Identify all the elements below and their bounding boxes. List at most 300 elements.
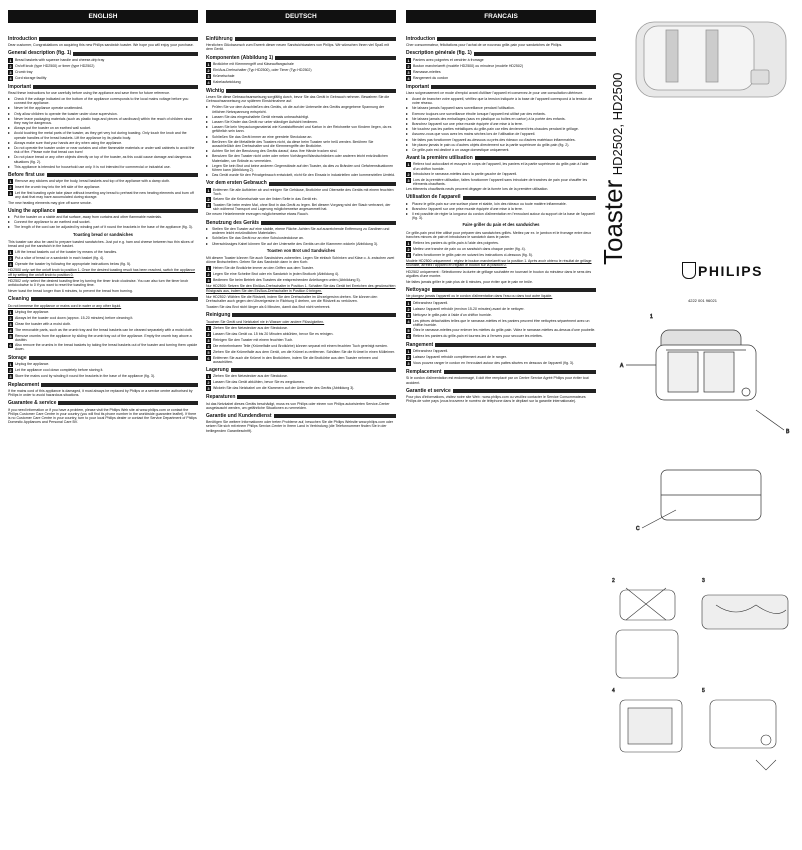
section-title: Komponenten (Abbildung 1): [206, 54, 274, 61]
paragraph: Lesen Sie diese Gebrauchsanweisung sorgfältig durch, bevor Sie das Gerät in Gebrauch nehmen. Bewahren Sie die Gebrauchsanweisung zur späteren Einsichtnahme auf.: [206, 95, 390, 104]
bullet-text: Ce grille-pain est destiné à un usage domestique uniquement.: [412, 148, 510, 153]
step-text: Ziehen Sie den Netzstecker aus der Steckdose.: [213, 325, 288, 330]
bullet-item: [406, 112, 596, 116]
numbered-step: [8, 76, 198, 81]
step-number: 1: [9, 57, 12, 63]
figure-label-b: B: [786, 429, 790, 435]
section-bar: [475, 156, 596, 160]
step-text: Retirez tout autocollant et essuyez le corps de l'appareil, les paniers et la partie supérieure du grille-pain à l'aide d'un chiffon humide.: [413, 162, 589, 171]
bullet-text: Avant de brancher votre appareil, vérifiez que la tension indiquée à la base de l'appareil correspond à la tension de votre réseau.: [412, 97, 593, 106]
section-header: [406, 156, 596, 160]
bullet-icon: ▸: [8, 145, 11, 151]
step-text: Laissez l'appareil refroidir (environ 15-20 minutes) avant de le nettoyer.: [413, 306, 525, 311]
step-number: 2: [9, 63, 12, 69]
section-bar: [435, 343, 596, 347]
step-text: Retirez les paniers du grille-pain à l'aide des poignées.: [413, 241, 499, 246]
bullet-icon: ▸: [406, 105, 409, 111]
bullet-icon: ▸: [206, 124, 209, 130]
paragraph: This toaster can also be used to prepare toasted sandwiches. Just put e.g. ham and cheese between two thin slices of bread and put the sandwich in the basket.: [8, 239, 194, 249]
bullet-text: Schließen Sie das Gerät nur an eine Schukosteckdose an.: [212, 236, 304, 241]
bullet-item: [406, 122, 596, 126]
bullet-item: [8, 97, 198, 105]
step-text: Nettoyez le grille-pain à l'aide d'un chiffon humide.: [413, 312, 492, 317]
numbered-step: [206, 62, 396, 67]
bullet-icon: ▸: [206, 104, 209, 110]
step-text: Reinigen Sie den Toaster mit einem feuchten Tuch.: [213, 337, 294, 342]
bullet-text: Ne placez jamais le pain ou d'autres objets directement sur la partie supérieure du grille-pain (fig. 2).: [412, 142, 570, 147]
section-title: Nettoyage: [406, 287, 431, 294]
bullet-icon: ▸: [8, 105, 11, 111]
section-title: Important: [8, 83, 32, 90]
step-text: Débranchez l'appareil.: [413, 300, 449, 305]
step-number: 3: [207, 73, 210, 79]
language-header: FRANCAIS: [406, 10, 596, 23]
bullet-item: [406, 117, 596, 121]
brand-logo: PHILIPS: [698, 263, 763, 279]
step-number: 1: [407, 241, 410, 247]
paragraph: Cher consommateur, félicitations pour l'achat de ce nouveau grille-pain pour sandwiches de Philips.: [406, 43, 563, 48]
bullet-item: [206, 173, 396, 177]
bullet-text: Prüfen Sie vor dem Anschließen des Geräts, ob die auf der Unterseite des Geräts angegebene Spannung der örtlichen Netzspannung entspricht.: [212, 105, 385, 114]
toaster-illustration-top: [636, 22, 786, 97]
bullet-item: [406, 143, 596, 147]
numbered-step: [8, 256, 198, 261]
bullet-text: Do not place bread or any other objects directly on top of the toaster, as this could cause damage and dangerous situations (fig. 2).: [14, 155, 192, 164]
step-number: 2: [207, 272, 210, 278]
bullet-text: Il est possible de régler la longueur du cordon d'alimentation en l'enroulant autour du support de la base de l'appareil (fig. 3).: [412, 212, 595, 221]
step-text: Retirez les paniers du grille-pain et tournez-les à l'envers pour secouer les miettes.: [413, 333, 543, 338]
paragraph: If you need information or if you have a problem, please visit the Philips Web site at www.philips.com or contact the Philips Customer Care Centre in your country (you will find its phone number in the worldwide guarantee leaflet). If there is no Customer Care Centre in your country, turn to your local Philips dealer or contact the Service Department of Philips Domestic Appliances and Personal Care BV.: [8, 407, 197, 425]
bullet-text: Stellen Sie den Toaster auf eine stabile, ebene Fläche. Achten Sie auf ausreichende Entfernung zu Gardinen und anderen leicht entzündlichen Materialien.: [212, 226, 390, 236]
section-bar: [41, 383, 198, 387]
paragraph: Pour plus d'informations, visitez notre site Web : www.philips.com ou veuillez contacter le Service Consommateurs Philips de votre pays (vous trouverez le numéro de téléphone dans le dépliant sur la garantie internationale).: [406, 394, 586, 404]
step-number: 4: [207, 79, 210, 85]
bullet-text: Das Gerät wurde für den Privatgebrauch entwickelt, nicht für den Einsatz in industriellen oder kommerziellen Umfeld.: [212, 173, 396, 178]
step-number: 2: [407, 306, 410, 312]
numbered-step: [406, 241, 596, 246]
bullet-icon: ▸: [206, 153, 209, 159]
numbered-step: [406, 361, 596, 366]
step-number: 2: [207, 197, 210, 203]
paragraph: Mit diesem Toaster können Sie auch Sandwiches zubereiten. Legen Sie einfach Schinken und Käse o. ä. zwischen zwei dünne Brotscheiben. Geben Sie das Sandwich dann in den Korb.: [206, 255, 395, 265]
bullet-item: [206, 125, 396, 133]
section-bar: [274, 414, 396, 418]
numbered-step: [406, 301, 596, 306]
step-number: 1: [207, 266, 210, 272]
step-number: 3: [9, 262, 12, 268]
step-text: Clean the toaster with a moist cloth.: [15, 321, 72, 326]
bullet-text: Benutzen Sie den Toaster nicht unter oder neben Vorhängen/Wandschränken oder anderen leicht entzündlichen Materialien, um Brände zu vermeiden.: [212, 154, 388, 163]
numbered-step: [406, 253, 596, 258]
numbered-step: [8, 334, 198, 342]
step-text: Ôtez le ramasse-miettes pour enlever les miettes du grille-pain. Videz le ramasse-miettes au-dessus d'une poubelle.: [413, 327, 596, 332]
bullet-text: Lassen Sie das eingeschaltete Gerät niemals unbeaufsichtigt.: [212, 114, 310, 119]
section-bar: [261, 221, 396, 225]
numbered-step: [8, 262, 198, 267]
section-header: [406, 370, 596, 374]
bullet-icon: ▸: [206, 172, 209, 178]
section-bar: [431, 85, 596, 89]
note: Ne plongez jamais l'appareil ou le cordon d'alimentation dans l'eau ou dans tout autre liquide.: [406, 294, 553, 299]
step-text: Mettez une tranche de pain ou un sandwich dans chaque panier (fig. 4).: [413, 247, 526, 252]
step-text: Crumb tray: [15, 69, 33, 74]
section-title: Introduction: [406, 36, 436, 42]
numbered-step: [206, 68, 396, 73]
numbered-step: [406, 319, 596, 327]
bullet-item: [406, 127, 596, 131]
step-number: 1: [207, 374, 210, 380]
numbered-step: [206, 197, 396, 202]
bullet-item: [206, 105, 396, 113]
step-text: Introduisez le ramasse-miettes dans la partie gauche de l'appareil.: [413, 171, 518, 176]
numbered-step: [406, 334, 596, 339]
step-number: 5: [407, 327, 410, 333]
step-text: Brotkörbe mit Klemmengriff und Käseauffangschale: [213, 61, 294, 66]
step-number: 3: [407, 361, 410, 367]
bullet-icon: ▸: [406, 211, 409, 217]
bullet-icon: ▸: [406, 136, 409, 142]
numbered-step: [8, 316, 198, 321]
language-header: DEUTSCH: [206, 10, 396, 23]
step-text: Die entnehmbaren Teile (Krümelfalle und Brotkörbe) können separat mit einem feuchten Tuch gereinigt werden.: [213, 343, 389, 348]
step-number: 6: [9, 343, 12, 349]
step-number: 5: [9, 333, 12, 339]
paragraph: The new heating elements may give off some smoke.: [8, 200, 92, 205]
numbered-step: [206, 380, 396, 385]
section-title: Einführung: [206, 36, 233, 42]
bullet-item: [406, 106, 596, 110]
paragraph: Ist das Netzkabel dieses Geräts beschädigt, muss es von Philips oder einem von Philips autorisierten Service-Center ausgetauscht werden, um gefährliche Situationen zu vermeiden.: [206, 401, 390, 410]
step-number: 1: [207, 325, 210, 331]
step-text: Cord storage facility: [15, 75, 47, 80]
step-text: Store the mains cord by winding it round the brackets in the base of the appliance (fig. 3).: [15, 373, 155, 378]
step-text: Put a slice of bread or a sandwich in each basket (fig. 4).: [15, 256, 105, 261]
product-models: HD2502, HD2500: [610, 72, 625, 176]
numbered-step: [406, 247, 596, 252]
step-number: 2: [207, 380, 210, 386]
section-header: [206, 395, 396, 399]
bullet-text: Assurez-vous que vous avez les mains sèches lors de l'utilisation de l'appareil.: [412, 132, 536, 137]
bullet-text: Lassen Sie Kinder das Gerät nur unter ständiger Aufsicht bedienen.: [212, 120, 319, 125]
step-text: On/off knob (type HD2500) or timer (type HD2502): [15, 63, 95, 68]
subheading: Toasten von Brot und Sandwiches: [266, 247, 336, 253]
numbered-step: [406, 349, 596, 354]
section-title: Garantie und Kundendienst: [206, 412, 272, 419]
section-header: [206, 414, 396, 418]
bullet-item: [206, 115, 396, 119]
section-bar: [444, 370, 596, 374]
step-number: 4: [9, 327, 12, 333]
section-title: Rangement: [406, 341, 434, 348]
bullet-icon: ▸: [8, 154, 11, 160]
figure-4: [612, 688, 682, 752]
figure-1-toaster: [620, 314, 790, 532]
paragraph: Read these instructions for use carefully before using the appliance and save them for future reference.: [8, 90, 171, 95]
numbered-step: [206, 356, 396, 364]
bullet-text: The length of the cord can be adjusted by winding part of it round the brackets in the base of the appliance (fig. 3).: [14, 225, 193, 230]
paragraph: Die neuen Heizelemente erzeugen möglicherweise etwas Rauch.: [206, 212, 309, 217]
bullet-item: [206, 227, 396, 235]
section-header: [8, 401, 198, 405]
step-number: 3: [207, 278, 210, 284]
bullet-text: Put the toaster on a stable and flat surface, away from curtains and other flammable materials.: [14, 215, 163, 220]
step-number: 2: [9, 367, 12, 373]
bullet-text: This appliance is intended for household use only. It is not intended for commercial or industrial use.: [14, 164, 171, 169]
section-title: Storage: [8, 354, 27, 361]
paragraph: Nur HD2502: Wählen Sie die Röstzeit, indem Sie den Drehschalter im Uhrzeigersinn drehen. Sie können den Drehschalter auch gegen den Uhrzeigersinn in Richtung 0 drehen, um die Röstzeit zu verkürzen.: [206, 294, 378, 303]
bullet-icon: ▸: [206, 133, 209, 139]
section-header: [206, 221, 396, 225]
paragraph: Never toast the bread longer than 6 minutes, to prevent the bread from burning.: [8, 289, 133, 294]
bullet-item: [206, 154, 396, 162]
section-bar: [231, 368, 396, 372]
step-text: The removable parts, such as the crumb tray and the bread baskets can be cleaned separately with a moist cloth.: [15, 327, 194, 332]
bullet-item: [206, 120, 396, 124]
numbered-step: [206, 386, 396, 391]
svg-text:4: 4: [612, 688, 615, 694]
step-number: 2: [407, 171, 410, 177]
numbered-step: [206, 188, 396, 196]
bullet-text: Placez le grille-pain sur une surface plane et stable, loin des rideaux ou toute matière inflammable.: [412, 201, 567, 206]
product-name: Toaster: [598, 179, 628, 265]
bullet-item: [8, 225, 198, 229]
figure-number-1: 1: [650, 314, 653, 320]
bullet-icon: ▸: [8, 130, 11, 136]
step-number: 2: [407, 63, 410, 69]
section-bar: [437, 37, 596, 41]
paragraph: Toasten Sie das Brot nicht länger als 6 Minuten, damit das Brot nicht verbrennt.: [206, 305, 331, 310]
section-title: Remplacement: [406, 369, 442, 376]
numbered-step: [406, 172, 596, 177]
numbered-step: [206, 266, 396, 271]
numbered-step: [8, 58, 198, 63]
step-number: 3: [407, 69, 410, 75]
bullet-item: [406, 132, 596, 136]
section-header: [406, 51, 596, 55]
note: Nur HD2500: Setzen Sie den Ein/Aus-Drehschalter in Position 1. Schalten Sie das Gerät bei Erreichen des gewünschten Röstgrads aus, indem Sie den Ein/Aus-Drehschalter in Position 0 bringen.: [206, 284, 396, 293]
bullet-item: [8, 117, 198, 125]
column-de: [206, 0, 396, 850]
svg-text:2: 2: [612, 578, 615, 584]
bullet-icon: ▸: [406, 200, 409, 206]
bullet-text: Legen Sie kein Brot und keine anderen Gegenstände auf den Toaster, da dies zu Bränden und Gefahrensituationen führen kann (Abbildung 2).: [212, 163, 394, 173]
section-header: [206, 368, 396, 372]
bullet-icon: ▸: [206, 148, 209, 154]
section-header: [406, 389, 596, 393]
section-title: Avant la première utilisation: [406, 155, 473, 162]
step-text: Wickeln Sie das Netzkabel um die Klammern auf der Unterseite des Geräts (Abbildung 3).: [213, 386, 355, 391]
step-number: 3: [9, 373, 12, 379]
step-number: 3: [407, 253, 410, 259]
bullet-item: [8, 141, 198, 145]
bullet-icon: ▸: [206, 240, 209, 246]
step-number: 1: [407, 162, 410, 168]
step-number: 4: [9, 75, 12, 81]
bullet-item: [8, 106, 198, 110]
language-header: ENGLISH: [8, 10, 198, 23]
bullet-item: [406, 202, 596, 206]
section-title: Before first use: [8, 172, 45, 179]
step-text: Always let the toaster cool down (approx. 15-20 minutes) before cleaning it.: [15, 315, 134, 320]
numbered-step: [206, 74, 396, 79]
section-bar: [31, 297, 198, 301]
numbered-step: [8, 328, 198, 333]
bullet-text: Always make sure that your hands are dry when using the appliance.: [14, 140, 123, 145]
bullet-icon: ▸: [406, 110, 409, 116]
bullet-text: Ne faites pas fonctionner l'appareil au-dessous ou près des rideaux ou d'autres matériaux inflammables.: [412, 137, 576, 142]
section-bar: [226, 89, 396, 93]
bullet-item: [8, 131, 198, 139]
bullet-item: [8, 165, 198, 169]
step-number: 2: [9, 185, 12, 191]
section-title: Wichtig: [206, 87, 225, 94]
bullet-text: Ne laissez jamais des emballages (sacs en plastique ou boîtes en carton) à la portée des enfants.: [412, 116, 566, 121]
bullet-item: [206, 242, 396, 246]
figure-label-c: C: [636, 526, 640, 532]
step-text: Faites fonctionner le grille-pain en suivant les instructions ci-dessous (fig. 5).: [413, 253, 533, 258]
step-number: 4: [407, 318, 410, 324]
step-text: Let the appliance cool down completely before storing it.: [15, 367, 104, 372]
section-header: [206, 181, 396, 185]
bullet-icon: ▸: [8, 219, 11, 225]
section-header: [8, 297, 198, 301]
bullet-icon: ▸: [8, 224, 11, 230]
numbered-step: [8, 179, 198, 184]
section-title: Important: [406, 83, 430, 90]
paragraph: Les éléments chauffants neufs peuvent dégager de la fumée lors de la première utilisation.: [406, 187, 549, 192]
step-text: Bread baskets with squeeze handle and cheese-drip tray: [15, 57, 105, 62]
step-text: Laissez l'appareil refroidir complètement avant de le ranger.: [413, 355, 507, 360]
step-number: 3: [407, 312, 410, 318]
paragraph: Benötigen Sie weitere Informationen oder treten Probleme auf, besuchen Sie die Philips Website www.philips.com oder setzen Sie sich mit einem Philips Service-Center in Ihrem Land in Verbindung (die Telefonnummer finden Sie in der beiliegenden Garantieschrift).: [206, 420, 394, 433]
bullet-text: Exercez toujours une surveillance étroite lorsque l'appareil est utilisé par des enfants.: [412, 111, 546, 116]
numbered-step: [8, 310, 198, 315]
bullet-icon: ▸: [8, 163, 11, 169]
bullet-text: Only allow children to operate the toaster under close supervision.: [14, 111, 118, 116]
bullet-text: Achten Sie bei der Benutzung des Geräts darauf, dass Ihre Hände trocken sind.: [212, 149, 338, 154]
bullet-text: Check if the voltage indicated on the bottom of the appliance corresponds to the local mains voltage before you connect the appliance.: [14, 97, 189, 106]
bullet-item: [8, 146, 198, 154]
bullet-text: Lassen Sie kein Verpackungsmaterial wie Kunststoffbeutel und Karton in der Reichweite von Kindern liegen, da es gefährlich sein kann.: [212, 125, 392, 134]
bullet-item: [406, 148, 596, 152]
section-header: [8, 383, 198, 387]
section-header: [406, 288, 596, 292]
bullet-text: Ne laissez jamais l'appareil sans surveillance pendant l'utilisation.: [412, 106, 515, 111]
step-text: Entfernen Sie auch die Krümel in den Brotkörben, indem Sie die Brotkörbe aus dem Toaster nehmen und ausschütten.: [213, 355, 378, 364]
section-header: [206, 37, 396, 41]
numbered-step: [406, 178, 596, 186]
product-code: 4222 001 96021: [688, 298, 717, 303]
step-number: 1: [207, 61, 210, 67]
section-bar: [47, 173, 198, 177]
step-text: Unplug the appliance.: [15, 309, 50, 314]
paragraph: If the mains cord of this appliance is damaged, it must always be replaced by Philips or a service centre authorised by Philips in order to avoid hazardous situations.: [8, 388, 193, 398]
step-number: 1: [9, 179, 12, 185]
bullet-item: [8, 215, 198, 219]
bullet-icon: ▸: [206, 138, 209, 144]
numbered-step: [206, 338, 396, 343]
section-header: [206, 56, 396, 60]
step-text: Débranchez l'appareil.: [413, 349, 449, 354]
step-text: Toasten Sie beim ersten Mal, ohne Brot in das Gerät zu legen. Bei diesem Vorgang wird der Staub verbrannt, der sich während Transport und Lagerung möglicherweise angesammelt hat.: [213, 203, 391, 212]
step-text: Lassen Sie das Gerät abkühlen, bevor Sie es wegräumen.: [213, 380, 305, 385]
step-text: Entfernen Sie alle Aufkleber ab und reinigen Sie Gehäuse, Brotkörbe und Oberseite des Geräts mit einem feuchten Tuch.: [213, 187, 394, 196]
section-title: Guarantee & service: [8, 400, 57, 407]
section-bar: [57, 209, 198, 213]
paragraph: Herzlichen Glückwunsch zum Erwerb dieser neuen Sandwichtoasters von Philips. Wir wünschen Ihnen viel Spaß mit dem Gerät.: [206, 43, 389, 52]
step-text: Ziehen Sie den Netzstecker aus der Steckdose.: [213, 374, 288, 379]
step-text: Operate the toaster by following the appropriate instructions below (fig. 5).: [15, 262, 132, 267]
section-title: Description générale (fig. 1): [406, 50, 472, 57]
numbered-step: [8, 70, 198, 75]
numbered-step: [406, 162, 596, 170]
section-title: Reinigung: [206, 312, 231, 319]
section-header: [206, 313, 396, 317]
step-text: Insert the crumb tray into the left side of the appliance.: [15, 185, 101, 190]
bullet-item: [206, 135, 396, 139]
bullet-icon: ▸: [8, 110, 11, 116]
bullet-icon: ▸: [8, 214, 11, 220]
step-number: 4: [407, 75, 410, 81]
figure-3: [702, 578, 788, 629]
section-title: Reparaturen: [206, 394, 236, 401]
svg-text:5: 5: [702, 688, 705, 694]
step-number: 3: [207, 386, 210, 392]
section-title: Introduction: [8, 36, 38, 42]
bullet-item: [8, 126, 198, 130]
section-bar: [58, 401, 198, 405]
step-text: Remove any stickers and wipe the body, bread baskets and top of the appliance with a damp cloth.: [15, 179, 171, 184]
section-bar: [29, 356, 198, 360]
figure-2: [612, 578, 678, 678]
bullet-text: Never let the appliance operate unattended.: [14, 106, 84, 111]
step-text: Lift the bread baskets out of the toaster by means of the handles.: [15, 250, 118, 255]
bullet-text: Branchez l'appareil sur une prise murale équipée d'une mise à la terre.: [412, 122, 523, 127]
numbered-step: [406, 328, 596, 333]
section-title: Cleaning: [8, 296, 30, 303]
bullet-icon: ▸: [8, 96, 11, 102]
step-text: Remove crumbs from the appliance by sliding the crumb tray out of the appliance. Empty the crumb tray above a dustbin.: [15, 333, 192, 342]
bullet-text: Never leave packaging materials (such as plastic bags and pieces of cardboard) within the reach of children since they may be dangerous.: [14, 116, 193, 126]
numbered-step: [406, 76, 596, 81]
step-text: Setzen Sie die Krümelschale von der linken Seite in das Gerät ein.: [213, 197, 318, 202]
step-text: Unplug the appliance.: [15, 361, 50, 366]
bullet-item: [406, 138, 596, 142]
section-bar: [235, 37, 396, 41]
section-bar: [39, 37, 198, 41]
bullet-item: [406, 212, 596, 220]
section-bar: [232, 313, 396, 317]
numbered-step: [406, 70, 596, 75]
numbered-step: [206, 326, 396, 331]
step-number: 1: [407, 349, 410, 355]
section-header: [206, 89, 396, 93]
bullet-item: [406, 207, 596, 211]
numbered-step: [8, 343, 198, 351]
numbered-step: [406, 58, 596, 63]
bullet-icon: ▸: [406, 121, 409, 127]
numbered-step: [206, 203, 396, 211]
step-text: Also remove the crumbs in the bread baskets by taking the bread baskets out of the toaster and turning them upside down.: [15, 343, 198, 352]
bullet-item: [8, 112, 198, 116]
section-title: General description (fig. 1): [8, 50, 72, 57]
step-number: 3: [9, 191, 12, 197]
figure-label-a: A: [620, 363, 624, 369]
bullet-icon: ▸: [406, 115, 409, 121]
section-header: [406, 343, 596, 347]
numbered-step: [8, 322, 198, 327]
bullet-icon: ▸: [8, 115, 11, 121]
